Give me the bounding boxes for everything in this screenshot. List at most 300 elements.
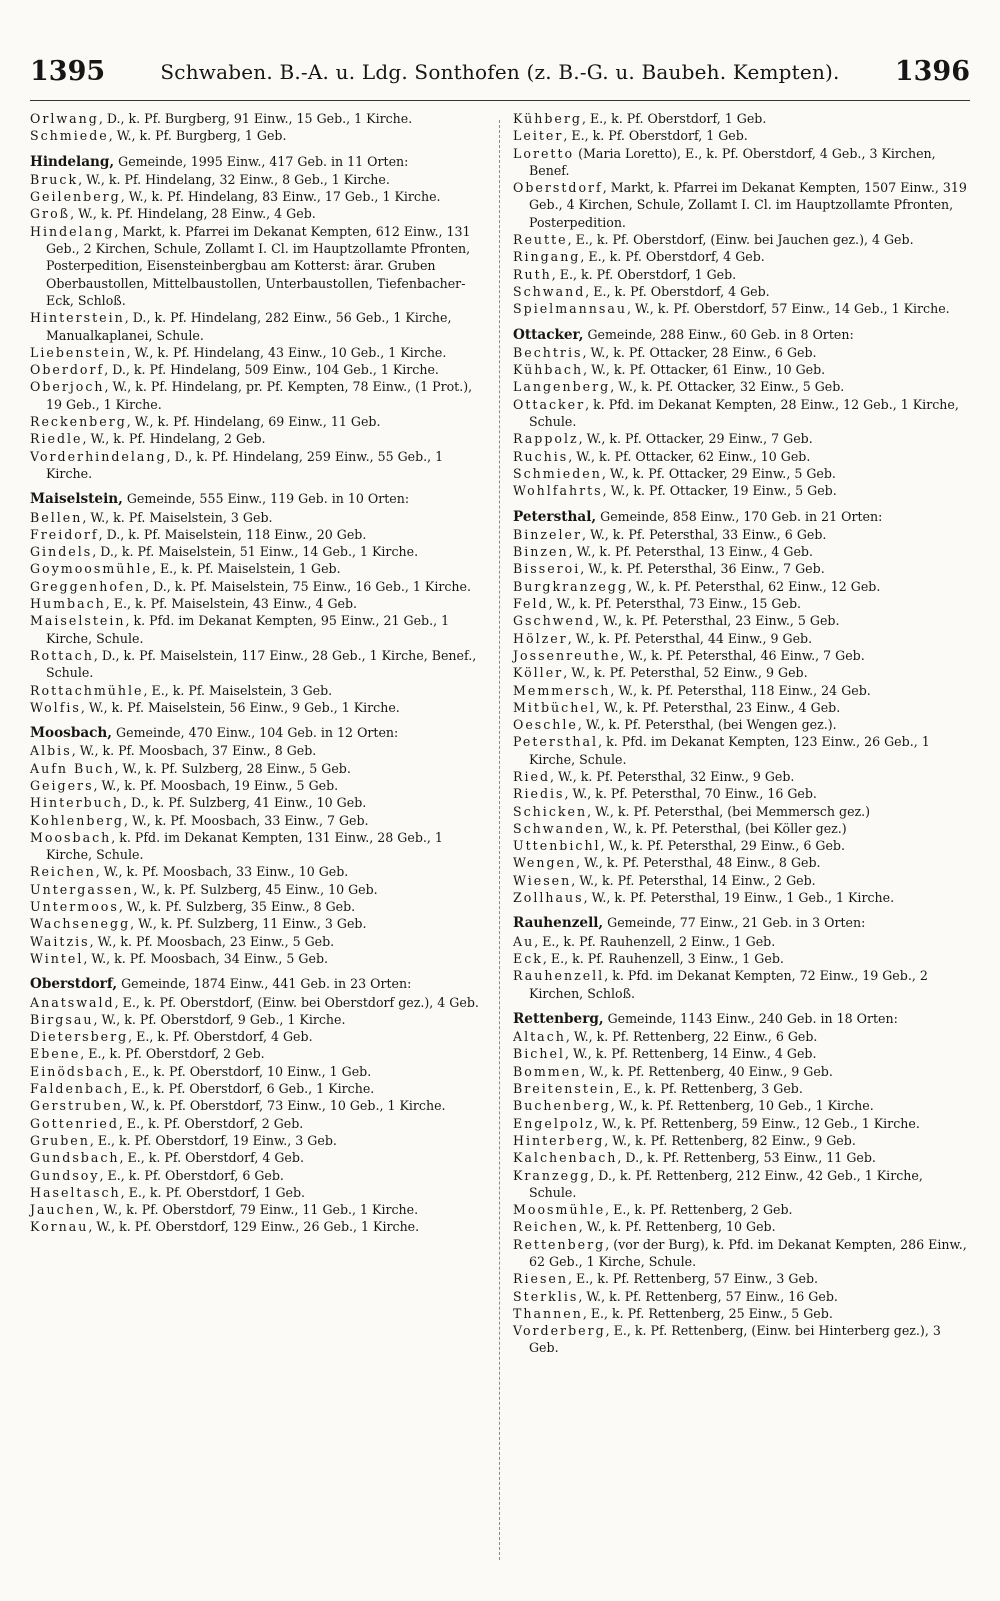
place-name: Greggenhofen	[30, 578, 146, 594]
entry-details: , D., k. Pf. Hindelang, 282 Einw., 56 Geb., 1 Kirche, Manualkaplanei, Schule.	[46, 310, 452, 343]
place-name: Aufn Buch	[30, 760, 115, 776]
entry-details: , k. Pfd. im Dekanat Kempten, 131 Einw., 28 Geb., 1 Kirche, Schule.	[46, 829, 443, 863]
place-name: Reichen	[30, 864, 96, 880]
place-name: Gottenried	[30, 1115, 119, 1131]
entry-details: , E., k. Pf. Maiselstein, 43 Einw., 4 Geb.	[105, 596, 358, 612]
entry-details: , W., k. Pf. Hindelang, 83 Einw., 17 Geb., 1 Kirche.	[120, 189, 441, 205]
place-name: Rettenberg	[513, 1236, 606, 1252]
entry-details: , E., k. Pf. Oberstdorf, (Einw. bei Oberstdorf gez.), 4 Geb.	[114, 994, 479, 1010]
place-name: Spielmannsau	[513, 301, 627, 317]
entry-details: , D., k. Pf. Maiselstein, 118 Einw., 20 Geb.	[98, 526, 367, 542]
place-entry	[513, 950, 968, 967]
place-entry	[30, 430, 485, 447]
place-name: Bellen	[30, 509, 83, 525]
place-name: Köller	[513, 665, 564, 681]
place-name: Ebene	[30, 1046, 81, 1062]
place-name: Ruth	[513, 266, 552, 282]
place-entry	[30, 361, 485, 378]
place-name: Jauchen	[30, 1202, 96, 1218]
entry-details: , W., k. Pf. Hindelang, 43 Einw., 10 Geb., 1 Kirche.	[126, 344, 447, 360]
place-name: Schmiede	[30, 128, 109, 144]
entry-details: , W., k. Pf. Petersthal, 32 Einw., 9 Geb.	[550, 768, 795, 784]
place-name: Eck	[513, 950, 543, 966]
place-entry	[513, 785, 968, 802]
place-name: Sterklis	[513, 1288, 579, 1304]
entry-details: , W., k. Pf. Oberstdorf, 73 Einw., 10 Geb., 1 Kirche.	[122, 1098, 446, 1114]
place-entry	[30, 994, 485, 1011]
commune-name: Moosbach,	[30, 725, 113, 742]
entry-details: , E., k. Pf. Rettenberg, 2 Geb.	[605, 1202, 793, 1218]
place-name: Kalchenbach	[513, 1150, 618, 1166]
place-entry	[30, 127, 485, 144]
place-name: Albis	[30, 743, 72, 759]
place-entry	[513, 664, 968, 681]
place-name: Schwanden	[513, 820, 605, 836]
place-name: Kohlenberg	[30, 812, 124, 828]
place-entry	[513, 1218, 968, 1235]
entry-details: , W., k. Pf. Petersthal, (bei Wengen gez.).	[577, 717, 837, 733]
place-entry	[30, 413, 485, 430]
place-name: Mitbüchel	[513, 699, 596, 715]
entry-details: , W., k. Pf. Petersthal, 73 Einw., 15 Geb.	[548, 596, 802, 612]
entry-details: , E., k. Pf. Oberstdorf, 2 Geb.	[118, 1115, 304, 1131]
entry-details: Gemeinde, 1995 Einw., 417 Geb. in 11 Orten:	[114, 153, 409, 169]
place-entry	[513, 803, 968, 820]
place-entry	[513, 344, 968, 361]
place-name: Hinterbuch	[30, 795, 123, 811]
place-name: Langenberg	[513, 379, 611, 395]
entry-details: , W., k. Pf. Moosbach, 34 Einw., 5 Geb.	[83, 950, 329, 966]
commune-entry	[513, 508, 968, 526]
place-entry	[30, 1218, 485, 1235]
section-gap	[30, 967, 485, 975]
entry-details: , W., k. Pf. Rettenberg, 22 Einw., 6 Geb.	[565, 1029, 818, 1045]
place-name: Kranzegg	[513, 1167, 591, 1183]
entry-details: , E., k. Pf. Oberstdorf, (Einw. bei Jauchen gez.), 4 Geb.	[567, 232, 914, 248]
commune-entry	[30, 153, 485, 171]
entry-details: , (vor der Burg), k. Pfd. im Dekanat Kempten, 286 Einw., 62 Geb., 1 Kirche, Schule.	[529, 1236, 967, 1269]
commune-entry	[30, 724, 485, 742]
page-number-left: 1395	[30, 56, 106, 87]
place-name: Reichen	[513, 1219, 579, 1235]
place-entry	[30, 309, 485, 344]
entry-details: , W., k. Pf. Petersthal, 70 Einw., 16 Geb.	[564, 786, 817, 802]
place-entry	[513, 630, 968, 647]
place-entry	[513, 647, 968, 664]
column-divider	[499, 120, 501, 1560]
place-name: Memmersch	[513, 682, 611, 698]
place-entry	[513, 872, 968, 889]
place-entry	[30, 1011, 485, 1028]
place-entry	[513, 448, 968, 465]
place-entry	[30, 543, 485, 560]
entry-details: , E., k. Pf. Rauhenzell, 2 Einw., 1 Geb.	[534, 933, 776, 949]
place-entry	[30, 898, 485, 915]
entry-details: (Maria Loretto), E., k. Pf. Oberstdorf, 4 Geb., 3 Kirchen, Benef.	[529, 145, 936, 178]
place-name: Hinterberg	[513, 1132, 605, 1148]
entry-details: , W., k. Pf. Sulzberg, 35 Einw., 8 Geb.	[118, 899, 356, 915]
commune-entry	[513, 326, 968, 344]
place-entry	[30, 1097, 485, 1114]
place-name: Wachsenegg	[30, 916, 131, 932]
entry-details: , D., k. Pf. Sulzberg, 41 Einw., 10 Geb.	[123, 795, 367, 811]
place-name: Bruck	[30, 171, 79, 187]
place-entry	[30, 742, 485, 759]
place-entry	[30, 1063, 485, 1080]
section-gap	[30, 716, 485, 724]
place-name: Hindelang	[30, 223, 115, 239]
place-entry	[30, 344, 485, 361]
place-name: Freidorf	[30, 526, 99, 542]
section-gap	[513, 318, 968, 326]
entry-details: , W., k. Pf. Petersthal, 29 Einw., 6 Geb.	[600, 838, 846, 854]
place-name: Rottach	[30, 647, 94, 663]
commune-entry	[513, 914, 968, 932]
entry-details: , Markt, k. Pfarrei im Dekanat Kempten, 1507 Einw., 319 Geb., 4 Kirchen, Schule, Zollamt I. Cl. im Hauptzollamte Pfronten, Posterpedition.	[529, 180, 967, 230]
place-entry	[513, 578, 968, 595]
place-name: Ruchis	[513, 448, 569, 464]
entry-details: , D., k. Pf. Hindelang, 259 Einw., 55 Geb., 1 Kirche.	[46, 448, 444, 481]
entry-details: , W., k. Pf. Moosbach, 23 Einw., 5 Geb.	[89, 933, 335, 949]
place-entry	[30, 612, 485, 647]
place-entry	[30, 578, 485, 595]
entry-details: , W., k. Pf. Petersthal, (bei Memmersch gez.)	[587, 803, 871, 819]
place-name: Geilenberg	[30, 189, 121, 205]
place-name: Bisseroi	[513, 561, 581, 577]
place-entry	[513, 1236, 968, 1271]
place-entry	[30, 699, 485, 716]
place-name: Gundsoy	[30, 1167, 100, 1183]
place-name: Vorderberg	[513, 1323, 606, 1339]
place-entry	[30, 950, 485, 967]
entry-details: , k. Pfd. im Dekanat Kempten, 28 Einw., 12 Geb., 1 Kirche, Schule.	[529, 396, 959, 430]
place-name: Bommen	[513, 1063, 582, 1079]
place-name: Kühbach	[513, 362, 584, 378]
entry-details: Gemeinde, 77 Einw., 21 Geb. in 3 Orten:	[603, 915, 866, 931]
section-gap	[513, 500, 968, 508]
place-name: Riesen	[513, 1271, 568, 1287]
entry-details: , W., k. Pf. Ottacker, 62 Einw., 10 Geb.	[568, 448, 811, 464]
entry-details: , E., k. Pf. Oberstdorf, 1 Geb.	[563, 128, 748, 144]
entry-details: , W., k. Pf. Rettenberg, 57 Einw., 16 Geb.	[578, 1288, 838, 1304]
place-entry	[513, 127, 968, 144]
place-name: Untermoos	[30, 899, 119, 915]
place-name: Liebenstein	[30, 344, 127, 360]
place-entry	[30, 933, 485, 950]
place-entry	[30, 1149, 485, 1166]
entry-details: , W., k. Pf. Moosbach, 37 Einw., 8 Geb.	[71, 743, 317, 759]
place-entry	[513, 526, 968, 543]
entry-details: , W., k. Pf. Rettenberg, 10 Geb.	[578, 1219, 776, 1235]
header-rule	[30, 100, 970, 101]
place-entry	[513, 1288, 968, 1305]
place-entry	[513, 179, 968, 231]
place-entry	[513, 482, 968, 499]
place-name: Riedle	[30, 431, 83, 447]
entry-details: , W., k. Pf. Petersthal, 13 Einw., 4 Geb.	[568, 544, 814, 560]
entry-details: , E., k. Pf. Oberstdorf, 4 Geb.	[119, 1150, 304, 1166]
place-name: Haseltasch	[30, 1184, 121, 1200]
place-name: Orlwang	[30, 111, 99, 126]
entry-details: , E., k. Pf. Maiselstein, 1 Geb.	[151, 561, 341, 577]
place-entry	[513, 820, 968, 837]
place-name: Oberdorf	[30, 362, 105, 378]
place-name: Gruben	[30, 1132, 90, 1148]
entry-details: , W., k. Pf. Petersthal, 44 Einw., 9 Geb.	[567, 630, 813, 646]
place-name: Binzen	[513, 544, 569, 560]
entry-details: , E., k. Pf. Oberstdorf, 19 Einw., 3 Geb.	[89, 1132, 337, 1148]
entry-details: , k. Pfd. im Dekanat Kempten, 95 Einw., 21 Geb., 1 Kirche, Schule.	[46, 613, 450, 646]
place-entry	[513, 612, 968, 629]
place-name: Wiesen	[513, 872, 572, 888]
place-entry	[513, 1305, 968, 1322]
place-entry	[30, 595, 485, 612]
entry-details: , W., k. Pf. Ottacker, 61 Einw., 10 Geb.	[583, 362, 826, 378]
entry-details: , W., k. Pf. Oberstdorf, 9 Geb., 1 Kirche.	[93, 1011, 346, 1027]
place-entry	[30, 829, 485, 864]
place-entry	[30, 448, 485, 483]
place-name: Buchenberg	[513, 1098, 611, 1114]
entry-details: , W., k. Pf. Burgberg, 1 Geb.	[108, 128, 287, 144]
place-entry	[30, 188, 485, 205]
place-name: Untergassen	[30, 881, 134, 897]
place-entry	[513, 231, 968, 248]
place-name: Feld	[513, 596, 549, 612]
entry-details: , W., k. Pf. Hindelang, 2 Geb.	[82, 431, 266, 447]
place-name: Moosbach	[30, 829, 112, 845]
place-name: Riedis	[513, 786, 565, 802]
place-entry	[513, 396, 968, 431]
entry-details: , E., k. Pf. Oberstdorf, 6 Geb.	[99, 1167, 284, 1183]
commune-entry	[30, 975, 485, 993]
entry-details: , W., k. Pf. Ottacker, 19 Einw., 5 Geb.	[602, 483, 837, 499]
place-entry	[513, 1167, 968, 1202]
place-entry	[513, 378, 968, 395]
entry-details: , W., k. Pf. Hindelang, 28 Einw., 4 Geb.	[70, 206, 316, 222]
place-entry	[30, 560, 485, 577]
entry-details: , W., k. Pf. Petersthal, 23 Einw., 5 Geb.	[595, 613, 840, 629]
place-name: Schicken	[513, 803, 588, 819]
entry-details: Gemeinde, 1143 Einw., 240 Geb. in 18 Orten:	[603, 1010, 898, 1026]
entry-details: , E., k. Pf. Rettenberg, 57 Einw., 3 Geb.	[568, 1271, 819, 1287]
entry-details: , W., k. Pf. Sulzberg, 45 Einw., 10 Geb.	[133, 881, 378, 897]
place-name: Waitzis	[30, 933, 90, 949]
place-entry	[30, 1167, 485, 1184]
place-name: Breitenstein	[513, 1081, 616, 1097]
entry-details: , W., k. Pf. Moosbach, 33 Einw., 10 Geb.	[95, 864, 349, 880]
place-name: Gundsbach	[30, 1150, 120, 1166]
place-entry	[513, 361, 968, 378]
place-entry	[513, 682, 968, 699]
place-name: Einödsbach	[30, 1063, 125, 1079]
entry-details: , W., k. Pf. Sulzberg, 11 Einw., 3 Geb.	[130, 916, 367, 932]
commune-name: Ottacker,	[513, 326, 584, 343]
place-entry	[30, 881, 485, 898]
place-name: Humbach	[30, 596, 106, 612]
page-number-right: 1396	[894, 56, 970, 87]
place-name: Rottachmühle	[30, 682, 144, 698]
commune-entry	[30, 490, 485, 508]
place-name: Bichel	[513, 1046, 565, 1062]
place-name: Wolfis	[30, 699, 81, 715]
place-name: Oeschle	[513, 717, 578, 733]
entry-details: , E., k. Pf. Oberstdorf, 4 Geb.	[128, 1029, 313, 1045]
commune-name: Rauhenzell,	[513, 915, 604, 932]
place-name: Wintel	[30, 950, 84, 966]
place-name: Leiter	[513, 128, 564, 144]
place-entry	[513, 1045, 968, 1062]
place-entry	[513, 595, 968, 612]
place-entry	[30, 1115, 485, 1132]
place-name: Vorderhindelang	[30, 448, 167, 464]
place-name: Groß	[30, 206, 71, 222]
entry-details: Gemeinde, 288 Einw., 60 Geb. in 8 Orten:	[583, 326, 854, 342]
place-entry	[513, 248, 968, 265]
place-entry	[513, 145, 968, 180]
entry-details: , W., k. Pf. Ottacker, 29 Einw., 5 Geb.	[601, 465, 836, 481]
entry-details: , W., k. Pf. Oberstdorf, 129 Einw., 26 Geb., 1 Kirche.	[88, 1219, 420, 1235]
place-name: Hölzer	[513, 630, 568, 646]
place-entry	[513, 1028, 968, 1045]
place-entry	[30, 110, 485, 127]
commune-name: Maiselstein,	[30, 491, 123, 508]
place-name: Oberjoch	[30, 379, 105, 395]
place-entry	[513, 1115, 968, 1132]
place-entry	[513, 430, 968, 447]
entry-details: , W., k. Pf. Rettenberg, 40 Einw., 9 Geb.	[581, 1063, 833, 1079]
place-entry	[30, 812, 485, 829]
place-name: Ringang	[513, 249, 581, 265]
entry-details: , W., k. Pf. Petersthal, 14 Einw., 2 Geb.	[571, 872, 816, 888]
page-header	[30, 52, 970, 92]
place-entry	[30, 378, 485, 413]
place-entry	[513, 560, 968, 577]
entry-details: , W., k. Pf. Petersthal, 19 Einw., 1 Geb., 1 Kirche.	[583, 890, 895, 906]
entry-details: , W., k. Pf. Rettenberg, 59 Einw., 12 Geb., 1 Kirche.	[594, 1115, 920, 1131]
place-entry	[513, 716, 968, 733]
place-entry	[30, 760, 485, 777]
place-name: Schmieden	[513, 465, 602, 481]
entry-details: , W., k. Pf. Hindelang, 69 Einw., 11 Geb.	[126, 414, 381, 430]
place-entry	[30, 1201, 485, 1218]
place-name: Geigers	[30, 777, 94, 793]
place-name: Binzeler	[513, 526, 582, 542]
entry-details: , W., k. Pf. Petersthal, 52 Einw., 9 Geb.	[563, 665, 808, 681]
section-gap	[513, 906, 968, 914]
entry-details: , W., k. Pf. Hindelang, 32 Einw., 8 Geb., 1 Kirche.	[78, 171, 390, 187]
place-entry	[513, 1149, 968, 1166]
place-name: Dietersberg	[30, 1029, 129, 1045]
entry-details: , W., k. Pf. Maiselstein, 56 Einw., 9 Geb., 1 Kirche.	[80, 699, 400, 715]
place-name: Petersthal	[513, 734, 599, 750]
left-column	[30, 110, 485, 1236]
place-entry	[513, 283, 968, 300]
place-name: Kühberg	[513, 111, 582, 126]
place-entry	[30, 863, 485, 880]
commune-name: Rettenberg,	[513, 1010, 604, 1027]
place-name: Ried	[513, 768, 551, 784]
entry-details: , Markt, k. Pfarrei im Dekanat Kempten, 612 Einw., 131 Geb., 2 Kirchen, Schule, Zollamt I. Cl. im Hauptzollamte Pfronten, Posterpedition, Eisensteinbergbau am Kotterst: ärar. Gruben Oberbaustollen, Mittelbaustollen, Unterbaustollen, Tiefenbacher-Eck, Schloß.	[46, 223, 471, 308]
place-name: Moosmühle	[513, 1202, 606, 1218]
entry-details: , W., k. Pf. Sulzberg, 28 Einw., 5 Geb.	[114, 760, 351, 776]
place-entry	[513, 300, 968, 317]
entry-details: , D., k. Pf. Hindelang, 509 Einw., 104 Geb., 1 Kirche.	[104, 362, 439, 378]
entry-details: , W., k. Pf. Maiselstein, 3 Geb.	[82, 509, 273, 525]
place-entry	[30, 526, 485, 543]
entry-details: , E., k. Pf. Rettenberg, 25 Einw., 5 Geb.	[582, 1305, 833, 1321]
entry-details: , W., k. Pf. Petersthal, 62 Einw., 12 Geb.	[627, 578, 881, 594]
entry-details: , E., k. Pf. Oberstdorf, 4 Geb.	[585, 283, 770, 299]
place-entry	[513, 1080, 968, 1097]
entry-details: , W., k. Pf. Petersthal, 33 Einw., 6 Geb.	[581, 526, 827, 542]
place-entry	[513, 1270, 968, 1287]
place-entry	[513, 1132, 968, 1149]
place-name: Au	[513, 933, 535, 949]
entry-details: , W., k. Pf. Ottacker, 32 Einw., 5 Geb.	[610, 379, 845, 395]
place-name: Gschwend	[513, 613, 596, 629]
place-entry	[513, 768, 968, 785]
place-entry	[513, 1063, 968, 1080]
entry-details: , W., k. Pf. Rettenberg, 10 Geb., 1 Kirche.	[610, 1098, 874, 1114]
commune-entry	[513, 1010, 968, 1028]
entry-details: , E., k. Pf. Rettenberg, (Einw. bei Hinterberg gez.), 3 Geb.	[529, 1323, 941, 1356]
place-name: Gindels	[30, 544, 93, 560]
place-entry	[513, 889, 968, 906]
place-entry	[30, 1184, 485, 1201]
place-entry	[513, 1097, 968, 1114]
place-name: Schwand	[513, 283, 586, 299]
place-name: Loretto	[513, 145, 575, 161]
right-column	[513, 110, 968, 1357]
entry-details: Gemeinde, 858 Einw., 170 Geb. in 21 Orten:	[596, 508, 883, 524]
place-name: Altach	[513, 1029, 566, 1045]
entry-details: , W., k. Pf. Ottacker, 29 Einw., 7 Geb.	[578, 431, 813, 447]
section-gap	[30, 482, 485, 490]
entry-details: , E., k. Pf. Oberstdorf, 1 Geb.	[581, 111, 767, 126]
commune-name: Petersthal,	[513, 508, 597, 525]
entry-details: , W., k. Pf. Petersthal, 36 Einw., 7 Geb.	[580, 561, 825, 577]
place-entry	[30, 915, 485, 932]
entry-details: , E., k. Pf. Oberstdorf, 1 Geb.	[120, 1184, 306, 1200]
section-gap	[30, 145, 485, 153]
place-name: Reutte	[513, 232, 568, 248]
place-entry	[513, 465, 968, 482]
place-entry	[513, 837, 968, 854]
entry-details: , E., k. Pf. Oberstdorf, 10 Einw., 1 Geb.	[124, 1063, 372, 1079]
place-name: Anatswald	[30, 994, 115, 1010]
entry-details: , E., k. Pf. Maiselstein, 3 Geb.	[143, 682, 333, 698]
place-entry	[30, 509, 485, 526]
place-entry	[513, 967, 968, 1002]
place-entry	[513, 699, 968, 716]
entry-details: , W., k. Pf. Moosbach, 19 Einw., 5 Geb.	[93, 777, 339, 793]
entry-details: , E., k. Pf. Rauhenzell, 3 Einw., 1 Geb.	[542, 950, 784, 966]
entry-details: , D., k. Pf. Rettenberg, 53 Einw., 11 Geb.	[617, 1150, 876, 1166]
entry-details: , W., k. Pf. Petersthal, 46 Einw., 7 Geb.	[620, 647, 865, 663]
place-entry	[513, 543, 968, 560]
place-name: Rappolz	[513, 431, 579, 447]
place-entry	[513, 933, 968, 950]
entry-details: Gemeinde, 555 Einw., 119 Geb. in 10 Orten:	[122, 491, 410, 507]
place-entry	[513, 854, 968, 871]
place-name: Engelpolz	[513, 1115, 595, 1131]
place-entry	[30, 1028, 485, 1045]
entry-details: , W., k. Pf. Petersthal, 118 Einw., 24 Geb.	[610, 682, 871, 698]
place-name: Kornau	[30, 1219, 89, 1235]
place-name: Reckenberg	[30, 414, 127, 430]
place-entry	[513, 110, 968, 127]
place-entry	[30, 1132, 485, 1149]
